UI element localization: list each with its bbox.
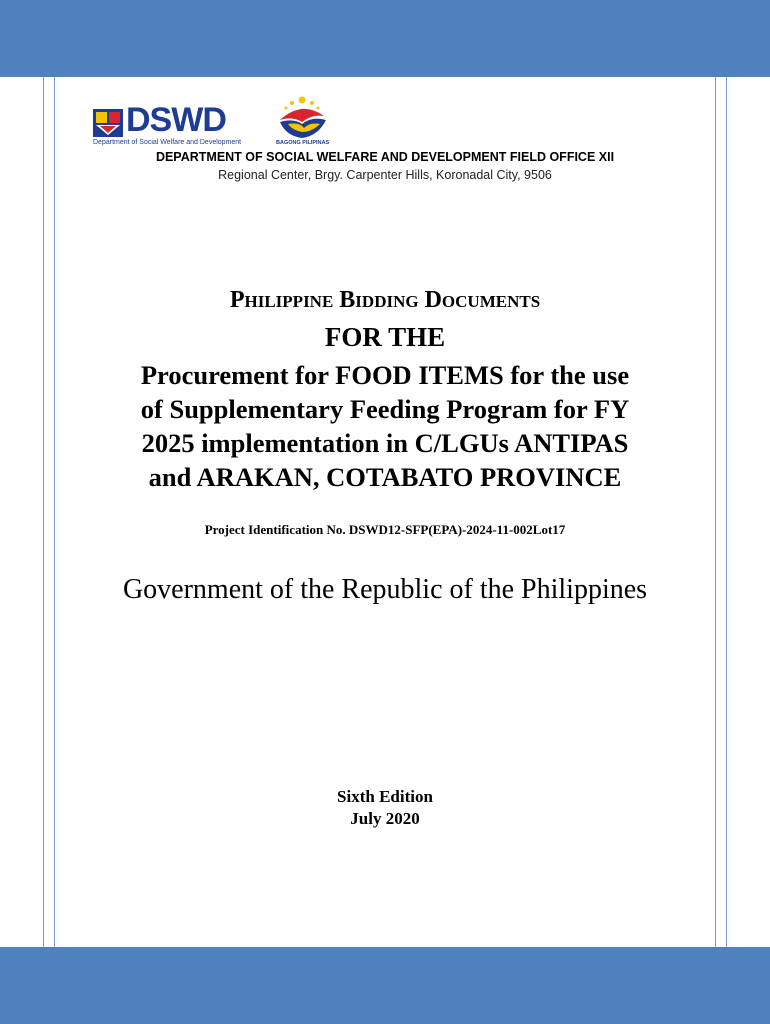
department-heading: DEPARTMENT OF SOCIAL WELFARE AND DEVELOPMENT FIELD OFFICE XII	[155, 150, 615, 164]
edition-block	[43, 786, 727, 830]
dswd-logo-text: DSWD	[126, 101, 226, 139]
bottom-color-band	[0, 947, 770, 1024]
dswd-emblem-icon	[93, 109, 123, 137]
bagong-pilipinas-text: BAGONG PILIPINAS	[276, 140, 330, 146]
project-identification: Project Identification No. DSWD12-SFP(EPA)-2024-11-002Lot17	[204, 522, 566, 537]
edition-label: Sixth Edition	[337, 787, 433, 806]
document-for-the: FOR THE	[324, 322, 446, 352]
top-color-band	[0, 0, 770, 77]
edition-date: July 2020	[350, 809, 420, 828]
procurement-title-line: Procurement for FOOD ITEMS for the use	[140, 360, 630, 390]
dswd-logo	[93, 101, 245, 150]
procurement-title-line: of Supplementary Feeding Program for FY	[140, 394, 630, 424]
government-heading: Government of the Republic of the Philippines	[122, 574, 648, 605]
dswd-logo-subtitle: Department of Social Welfare and Development	[93, 139, 242, 146]
bagong-pilipinas-logo	[272, 94, 334, 150]
procurement-title	[43, 358, 727, 494]
procurement-title-line: 2025 implementation in C/LGUs ANTIPAS	[141, 428, 629, 458]
department-address: Regional Center, Brgy. Carpenter Hills, Koronadal City, 9506	[218, 168, 552, 182]
procurement-title-line: and ARAKAN, COTABATO PROVINCE	[148, 462, 622, 492]
bagong-pilipinas-emblem-icon	[272, 94, 334, 140]
document-title: Philippine Bidding Documents	[229, 287, 541, 313]
